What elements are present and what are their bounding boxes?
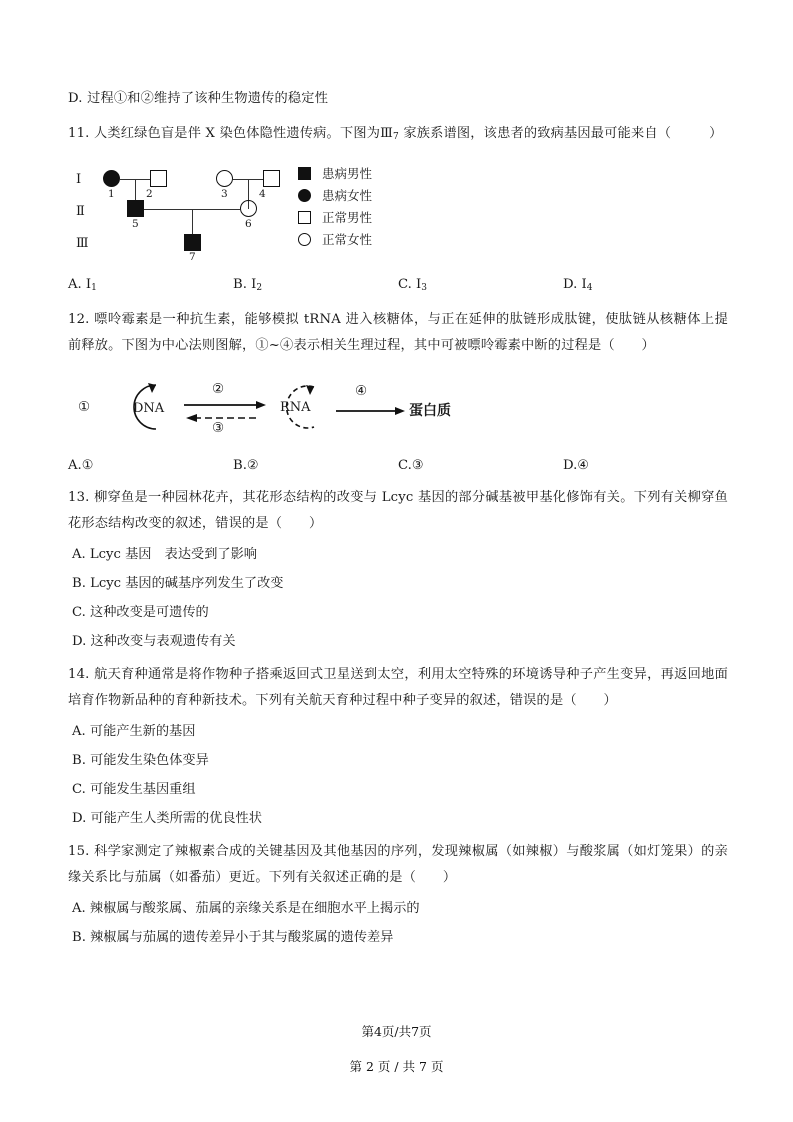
- legend-label: 正常男性: [322, 210, 373, 225]
- option-d-label: D.: [563, 458, 578, 473]
- legend-item-normal-female: [298, 228, 372, 250]
- central-dogma-diagram: [78, 369, 478, 445]
- footer-page-indicator-top: 第4页/共7页: [361, 1024, 432, 1039]
- option-b-subscript: 2: [256, 283, 263, 293]
- question-15-stem: [68, 839, 728, 891]
- option-c-label: C.: [398, 458, 412, 473]
- legend-label: 正常女性: [322, 232, 373, 247]
- option-a: [68, 272, 233, 301]
- option-a: A. 辣椒属与酸浆属、茄属的亲缘关系是在细胞水平上揭示的: [72, 901, 420, 916]
- legend-label: 患病男性: [322, 166, 373, 181]
- option-a-label: A.: [68, 458, 82, 473]
- question-number: 11.: [68, 126, 90, 141]
- legend-item-affected-female: [298, 184, 372, 206]
- option-b: [233, 272, 398, 301]
- generation-label-3: Ⅲ: [76, 236, 89, 251]
- question-13-options: [68, 540, 728, 656]
- option-d-text: Ⅰ: [581, 277, 587, 292]
- option-c: C. 这种改变是可遗传的: [72, 605, 209, 620]
- pedigree-legend: [298, 162, 372, 250]
- filled-circle-icon: [298, 189, 311, 202]
- node-dna: DNA: [133, 401, 165, 416]
- process-label-4: ④: [355, 383, 368, 399]
- empty-circle-icon: [298, 233, 311, 246]
- generation-label-1: Ⅰ: [76, 172, 82, 187]
- pedigree-individual-2-id: 2: [146, 188, 153, 200]
- option-d: [563, 453, 728, 479]
- option-d: [563, 272, 728, 301]
- pedigree-individual-4-id: 4: [259, 188, 266, 200]
- question-13-stem: [68, 485, 728, 537]
- option-b-text: Ⅰ: [251, 277, 257, 292]
- pedigree-individual-1-id: 1: [108, 188, 115, 200]
- pedigree-individual-6: [240, 200, 257, 217]
- question-stem-part3: ）: [709, 126, 723, 141]
- question-number: 14.: [68, 667, 90, 682]
- option-b-text: ②: [246, 458, 259, 473]
- option-b: B. Lcyc 基因的碱基序列发生了改变: [72, 576, 284, 591]
- option-c-text: ③: [411, 458, 424, 473]
- pedigree-individual-3-id: 3: [221, 188, 228, 200]
- option-c: [398, 453, 563, 479]
- question-15-options: [68, 894, 728, 952]
- process-label-3: ③: [212, 420, 225, 436]
- pedigree-individual-4: [263, 170, 280, 187]
- question-12-options: [68, 453, 728, 479]
- option-d-label: D.: [563, 277, 578, 292]
- question-number: 15.: [68, 844, 90, 859]
- page-content: [68, 86, 728, 952]
- pedigree-individual-1: [103, 170, 120, 187]
- pedigree-individual-7-id: 7: [189, 251, 196, 263]
- legend-item-affected-male: [298, 162, 372, 184]
- question-stem: 柳穿鱼是一种园林花卉，其花形态结构的改变与 Lcyc 基因的部分碱基被甲基化修饰有关。下列有关柳穿鱼花形态结构改变的叙述，错误的是（ ）: [68, 490, 728, 531]
- generation-label-2: Ⅱ: [76, 204, 85, 219]
- question-stem: 嘌呤霉素是一种抗生素，能够模拟 tRNA 进入核糖体，与正在延伸的肽链形成肽键，使肽链从核糖体上提前释放。下图为中心法则图解，①~④表示相关生理过程，其中可被嘌呤霉素中断的过程是（ ）: [68, 312, 728, 353]
- option-a: A. 可能产生新的基因: [72, 724, 196, 739]
- option-d: D. 可能产生人类所需的优良性状: [72, 811, 262, 826]
- option-d: D. 这种改变与表观遗传有关: [72, 634, 236, 649]
- question-stem-subscript: 7: [393, 132, 399, 142]
- option-label: D.: [68, 91, 83, 106]
- question-stem: 科学家测定了辣椒素合成的关键基因及其他基因的序列，发现辣椒属（如辣椒）与酸浆属（如灯笼果）的亲缘关系比与茄属（如番茄）更近。下列有关叙述正确的是（ ）: [68, 844, 728, 885]
- question-14-stem: [68, 662, 728, 714]
- legend-item-normal-male: [298, 206, 372, 228]
- question-stem: 航天育种通常是将作物种子搭乘返回式卫星送到太空，利用太空特殊的环境诱导种子产生变异，再返回地面培育作物新品种的育种新技术。下列有关航天育种过程中种子变异的叙述，错误的是（ ）: [68, 667, 728, 708]
- filled-square-icon: [298, 167, 311, 180]
- pedigree-individual-3: [216, 170, 233, 187]
- option-b-label: B.: [233, 458, 247, 473]
- pedigree-diagram: [76, 158, 406, 266]
- question-11-stem: [68, 121, 728, 150]
- node-rna: RNA: [280, 400, 311, 415]
- option-c: [398, 272, 563, 301]
- option-b: [233, 453, 398, 479]
- option-c-subscript: 3: [421, 283, 427, 293]
- carryover-option-d: [68, 86, 728, 112]
- option-a-subscript: 1: [91, 283, 97, 293]
- descent-line-to-7: [192, 209, 193, 235]
- option-a: A. Lcyc 基因 表达受到了影响: [72, 547, 257, 562]
- pedigree-figure: [68, 158, 728, 266]
- question-12-stem: [68, 307, 728, 359]
- pedigree-individual-5: [127, 200, 144, 217]
- legend-label: 患病女性: [322, 188, 373, 203]
- option-c: C. 可能发生基因重组: [72, 782, 196, 797]
- option-b: B. 辣椒属与茄属的遗传差异小于其与酸浆属的遗传差异: [72, 930, 394, 945]
- option-c-text: Ⅰ: [416, 277, 422, 292]
- option-a-text: Ⅰ: [85, 277, 92, 292]
- option-a: [68, 453, 233, 479]
- option-c-label: C.: [398, 277, 412, 292]
- question-11-options: [68, 272, 728, 301]
- question-stem-part2: 家族系谱图，该患者的致病基因最可能来自（: [398, 126, 672, 141]
- node-protein: 蛋白质: [409, 403, 451, 419]
- option-b: B. 可能发生染色体变异: [72, 753, 209, 768]
- option-text: 过程①和②维持了该种生物遗传的稳定性: [87, 91, 329, 106]
- question-stem-part1: 人类红绿色盲是伴 X 染色体隐性遗传病。下图为Ⅲ: [93, 126, 394, 141]
- question-number: 13.: [68, 490, 90, 505]
- empty-square-icon: [298, 211, 311, 224]
- option-a-label: A.: [68, 277, 82, 292]
- pedigree-individual-7: [184, 234, 201, 251]
- option-a-text: ①: [81, 458, 94, 473]
- option-b-label: B.: [233, 277, 247, 292]
- option-d-text: ④: [577, 458, 590, 473]
- pedigree-individual-6-id: 6: [245, 218, 252, 230]
- process-label-2: ②: [212, 381, 225, 397]
- footer-page-indicator-bottom: 第 2 页 / 共 7 页: [349, 1059, 444, 1074]
- option-d-subscript: 4: [586, 283, 593, 293]
- process-label-1: ①: [78, 399, 91, 415]
- pedigree-individual-2: [150, 170, 167, 187]
- pedigree-individual-5-id: 5: [132, 218, 139, 230]
- question-number: 12.: [68, 312, 90, 327]
- central-dogma-figure: [68, 369, 728, 445]
- question-14-options: [68, 717, 728, 833]
